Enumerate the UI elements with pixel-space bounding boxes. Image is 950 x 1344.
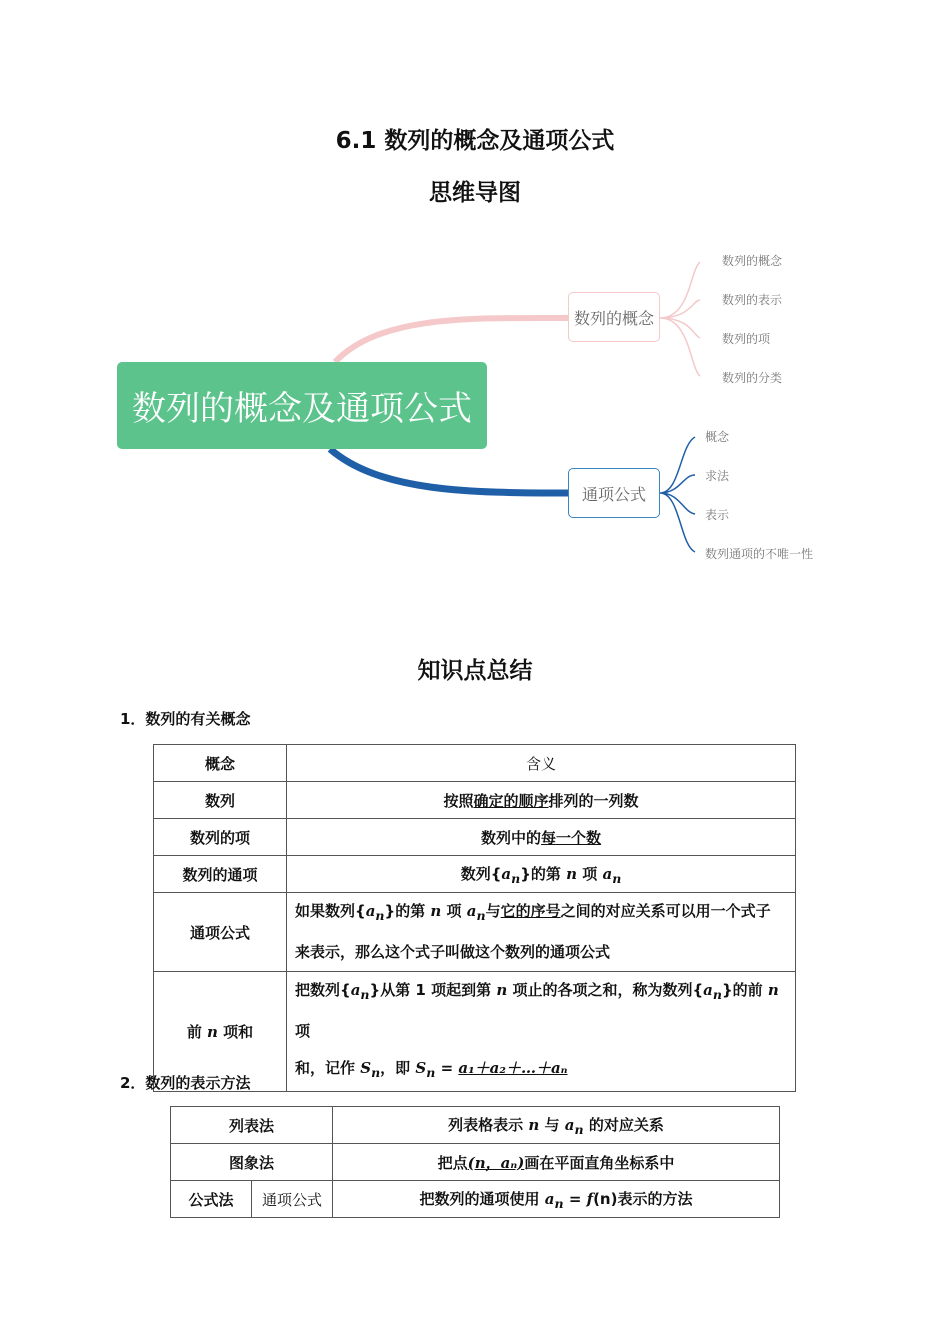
branch1-leaf-lines (660, 262, 700, 376)
table-row (154, 856, 796, 893)
method-cell: 列表法 (171, 1107, 333, 1144)
leaf-item: 数列的表示 (722, 293, 783, 307)
table-row (171, 1181, 780, 1218)
section2-title: 2．数列的表示方法 (120, 1074, 251, 1092)
branch1-connector (335, 318, 568, 362)
central-topic: 数列的概念及通项公式 (117, 362, 487, 449)
term-cell: 数列的项 (154, 819, 287, 856)
leaf-item: 数列的项 (722, 332, 771, 346)
leaf-item: 概念 (705, 430, 730, 444)
method-cell: 公式法 (171, 1181, 252, 1218)
summary-heading: 知识点总结 (417, 658, 533, 684)
term-cell: 前 n 项和 (154, 972, 287, 1092)
header-cell: 概念 (154, 745, 287, 782)
table-row (171, 1144, 780, 1181)
term-cell: 数列 (154, 782, 287, 819)
branch-topic-concept: 数列的概念 (568, 292, 660, 342)
table-row (154, 893, 796, 972)
table-row (154, 819, 796, 856)
meaning-cell: 按照确定的顺序排列的一列数 (287, 782, 796, 819)
meaning-cell: 数列中的每一个数 (287, 819, 796, 856)
leaf-item: 数列的分类 (722, 371, 783, 385)
concepts-table (153, 744, 796, 1092)
branch2-connector (330, 449, 568, 493)
leaf-item: 数列的概念 (722, 254, 783, 268)
table-row (154, 782, 796, 819)
meaning-cell: 如果数列$\{a_n\}$的第 n 项 $a_n$与它的序号之间的对应关系可以用一个式子 来表示，那么这个式子叫做这个数列的通项公式 (287, 893, 796, 972)
leaf-item: 求法 (705, 469, 730, 483)
table-header-row (154, 745, 796, 782)
header-cell: 含义 (287, 745, 796, 782)
leaf-item: 表示 (705, 508, 730, 522)
sub-method-cell: 通项公式 (252, 1181, 333, 1218)
section1-title: 1．数列的有关概念 (120, 710, 251, 728)
term-cell: 通项公式 (154, 893, 287, 972)
term-cell: 数列的通项 (154, 856, 287, 893)
description-cell: 把点(n，aₙ)画在平面直角坐标系中 (333, 1144, 780, 1181)
table-row (171, 1107, 780, 1144)
leaf-item: 数列通项的不唯一性 (705, 547, 814, 561)
meaning-cell: 把数列$\{a_n\}$从第 1 项起到第 n 项止的各项之和，称为数列$\{a_n\}$的前 n 项 和，记作 $S_n$，即 $S_n$ = a₁＋a₂＋…＋aₙ (287, 972, 796, 1092)
method-cell: 图象法 (171, 1144, 333, 1181)
description-cell: 列表格表示 n 与 $a_n$ 的对应关系 (333, 1107, 780, 1144)
branch2-leaf-lines (660, 437, 695, 552)
description-cell: 把数列的通项使用 $a_n = f(n)$表示的方法 (333, 1181, 780, 1218)
mindmap-heading: 思维导图 (429, 180, 521, 206)
meaning-cell: 数列$\{a_n\}$的第 n 项 $a_n$ (287, 856, 796, 893)
document-title: 6.1 数列的概念及通项公式 (335, 128, 615, 154)
representation-table (170, 1106, 780, 1218)
mind-map (0, 230, 950, 590)
branch-topic-formula: 通项公式 (568, 468, 660, 518)
